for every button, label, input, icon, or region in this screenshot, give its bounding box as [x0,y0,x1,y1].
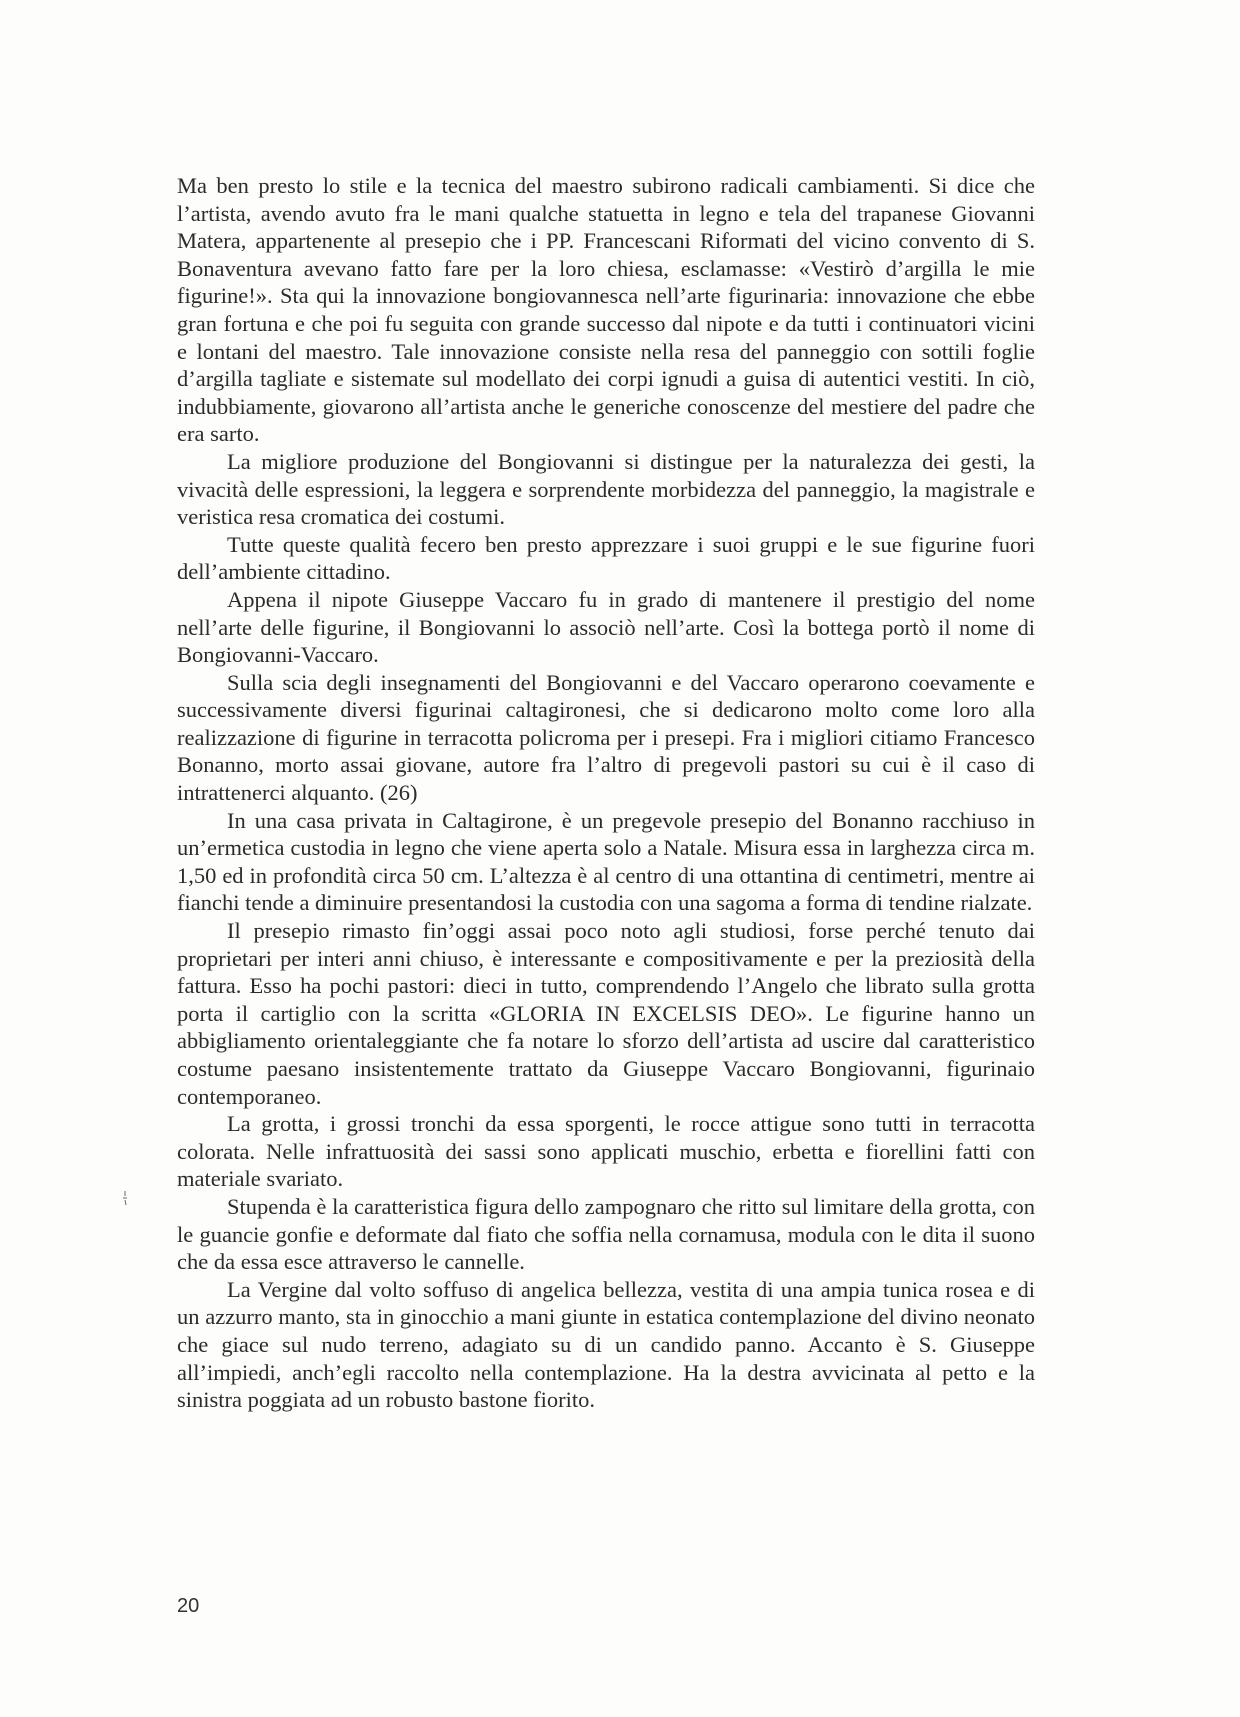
paragraph: In una casa privata in Caltagirone, è un pregevole presepio del Bonanno racchiuso in un’ermetica custodia in legno che viene aperta solo a Natale. Misura essa in larghezza circa m. 1,50 ed in profondità circa 50 cm. L’altezza è al centro di una ottantina di centimetri, mentre ai fianchi tende a diminuire presentandosi la custodia con una sagoma a forma di tendine rialzate. [177,807,1035,916]
paragraph: Sulla scia degli insegnamenti del Bongiovanni e del Vaccaro operarono coevamente e successivamente diversi figurinai caltagironesi, che si dedicarono molto come loro alla realizzazione di figurine in terracotta policroma per i presepi. Fra i migliori citiamo Francesco Bonanno, morto assai giovane, autore fra l’altro di pregevoli pastori su cui è il caso di intrattenerci alquanto. (26) [177,669,1035,806]
paragraph: La grotta, i grossi tronchi da essa sporgenti, le rocce attigue sono tutti in terracotta colorata. Nelle infrattuosità dei sassi sono applicati muschio, erbetta e fiorellini fatti con materiale svariato. [177,1111,1035,1192]
page-number: 20 [177,1595,200,1617]
paragraph: La Vergine dal volto soffuso di angelica bellezza, vestita di una ampia tunica rosea e di un azzurro manto, sta in ginocchio a mani giunte in estatica contemplazione del divino neonato che giace sul nudo terreno, adagiato su di un candido panno. Accanto è S. Giuseppe all’impiedi, anch’egli raccolto nella contemplazione. Ha la destra avvicinata al petto e la sinistra poggiata ad un robusto bastone fiorito. [177,1276,1035,1413]
paragraph: La migliore produzione del Bongiovanni si distingue per la naturalezza dei gesti, la vivacità delle espressioni, la leggera e sorprendente morbidezza del panneggio, la magistrale e veristica resa cromatica dei costumi. [177,448,1035,530]
body-text [177,172,1035,1414]
paragraph: Ma ben presto lo stile e la tecnica del maestro subirono radicali cambiamenti. Si dice che l’artista, avendo avuto fra le mani qualche statuetta in legno e tela del trapanese Giovanni Matera, appartenente al presepio che i PP. Francescani Riformati del vicino convento di S. Bonaventura avevano fatto fare per la loro chiesa, esclamasse: «Vestirò d’argilla le mie figurine!». Sta qui la innovazione bongiovannesca nell’arte figurinaria: innovazione che ebbe gran fortuna e che poi fu seguita con grande successo dal nipote e da tutti i continuatori vicini e lontani del maestro. Tale innovazione consiste nella resa del panneggio con sottili foglie d’argilla tagliate e sistemate sul modellato dei corpi ignudi a guisa di autentici vestiti. In ciò, indubbiamente, giovarono all’artista anche le generiche conoscenze del mestiere del padre che era sarto. [177,173,1035,447]
paragraph: Stupenda è la caratteristica figura dello zampognaro che ritto sul limitare della grotta, con le guancie gonfie e deformate dal fiato che soffia nella cornamusa, modula con le dita il suono che da essa esce attraverso le cannelle. [177,1193,1035,1275]
paragraph: Appena il nipote Giuseppe Vaccaro fu in grado di mantenere il prestigio del nome nell’arte delle figurine, il Bongiovanni lo associò nell’arte. Così la bottega portò il nome di Bongiovanni-Vaccaro. [177,586,1035,668]
paragraph: Il presepio rimasto fin’oggi assai poco noto agli studiosi, forse perché tenuto dai proprietari per interi anni chiuso, è interessante e compositivamente e per la preziosità della fattura. Esso ha pochi pastori: dieci in tutto, comprendendo l’Angelo che librato sulla grotta porta il cartiglio con la scritta «GLORIA IN EXCELSIS DEO». Le figurine hanno un abbigliamento orientaleggiante che fa notare lo sforzo dell’artista ad uscire dal caratteristico costume paesano insistentemente trattato da Giuseppe Vaccaro Bongiovanni, figurinaio contemporaneo. [177,918,1035,1109]
margin-mark-icon [120,1190,130,1209]
paragraph: Tutte queste qualità fecero ben presto apprezzare i suoi gruppi e le sue figurine fuori dell’ambiente cittadino. [177,531,1035,585]
